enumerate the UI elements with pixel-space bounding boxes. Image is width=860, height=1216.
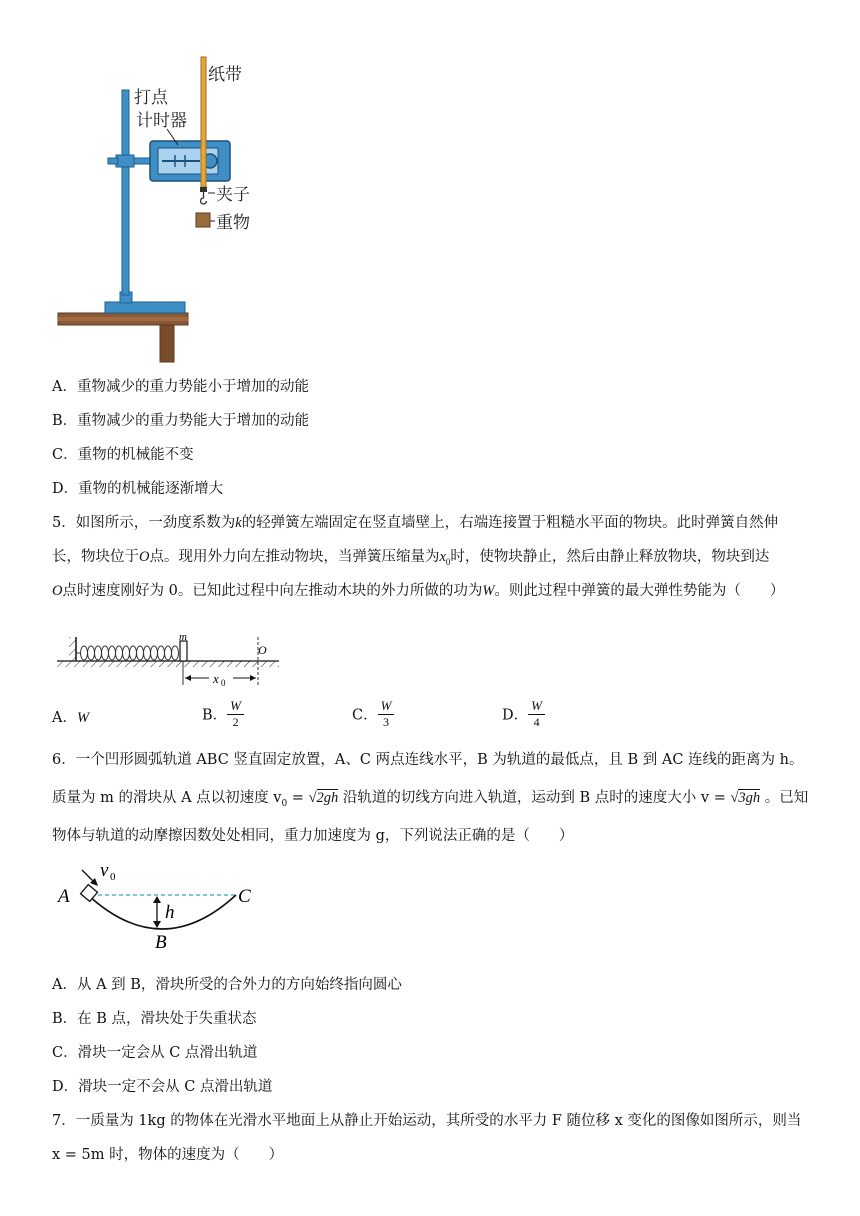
paper-tape-label: 纸带	[208, 65, 242, 85]
point-b-label: B	[155, 932, 167, 953]
apparatus-figure	[50, 55, 280, 365]
point-o-label: O	[258, 643, 267, 657]
q5-option-b: B． $\frac{W}{2}$	[202, 698, 244, 730]
q6-option-c: C．滑块一定会从 C 点滑出轨道	[52, 1045, 258, 1061]
v0-label: v	[100, 860, 109, 881]
q5-option-d: D． $\frac{W}{4}$	[502, 698, 545, 730]
point-c-label: C	[238, 886, 251, 907]
q4-option-c: C．重物的机械能不变	[52, 447, 194, 463]
spring-coils	[81, 646, 179, 660]
q5-option-a: A．W	[52, 710, 90, 726]
block-mass-label: m	[179, 635, 187, 643]
q6-stem-line3: 物体与轨道的动摩擦因数处处相同，重力加速度为 g，下列说法正确的是（ ）	[52, 828, 574, 844]
spring-block-figure	[55, 635, 285, 695]
x0-label: x	[213, 671, 219, 686]
height-h-label: h	[165, 902, 175, 923]
v0-subscript: 0	[110, 871, 116, 883]
q4-option-b: B．重物减少的重力势能大于增加的动能	[52, 413, 310, 429]
q5-stem-line2: 长，物块位于O点。现用外力向左推动物块，当弹簧压缩量为$x_0$时，使物块静止，然后由静止释放物块，物块到达	[52, 549, 770, 567]
q6-option-d: D．滑块一定不会从 C 点滑出轨道	[52, 1079, 273, 1095]
timer-label-line1: 打点	[134, 88, 168, 108]
q5-option-c: C． $\frac{W}{3}$	[352, 698, 394, 730]
q7-stem-line1: 7．一质量为 1kg 的物体在光滑水平地面上从静止开始运动，其所受的水平力 F 随位移 x 变化的图像如图所示，则当	[52, 1113, 802, 1129]
q6-stem-line1: 6．一个凹形圆弧轨道 ABC 竖直固定放置，A、C 两点连线水平，B 为轨道的最低点，且 B 到 AC 连线的距离为 h。	[52, 752, 804, 768]
arc-track-figure	[52, 858, 262, 953]
q4-option-a: A．重物减少的重力势能小于增加的动能	[52, 379, 309, 395]
timer-label-line2: 计时器	[136, 111, 187, 131]
q4-option-d: D．重物的机械能逐渐增大	[52, 481, 224, 497]
q6-option-b: B．在 B 点，滑块处于失重状态	[52, 1011, 257, 1027]
q5-stem-line1: 5．如图所示，一劲度系数为k的轻弹簧左端固定在竖直墙壁上，右端连接置于粗糙水平面的物块。此时弹簧自然伸	[52, 515, 779, 531]
q6-option-a: A．从 A 到 B，滑块所受的合外力的方向始终指向圆心	[52, 977, 402, 993]
q7-stem-line2: x = 5m 时，物体的速度为（ ）	[52, 1147, 284, 1163]
weight-label: 重物	[216, 213, 250, 233]
x0-subscript: 0	[221, 678, 226, 688]
point-a-label: A	[58, 886, 70, 907]
q6-stem-line2: 质量为 m 的滑块从 A 点以初速度 $v_0 = √2gh$ 沿轨道的切线方向进入轨道，运动到 B 点时的速度大小 v = √3gh 。已知	[52, 790, 809, 809]
clip-label: 夹子	[216, 185, 250, 205]
q5-stem-line3: O点时速度刚好为 0。已知此过程中向左推动木块的外力所做的功为W。则此过程中弹簧的最大弹性势能为（ ）	[52, 583, 785, 599]
